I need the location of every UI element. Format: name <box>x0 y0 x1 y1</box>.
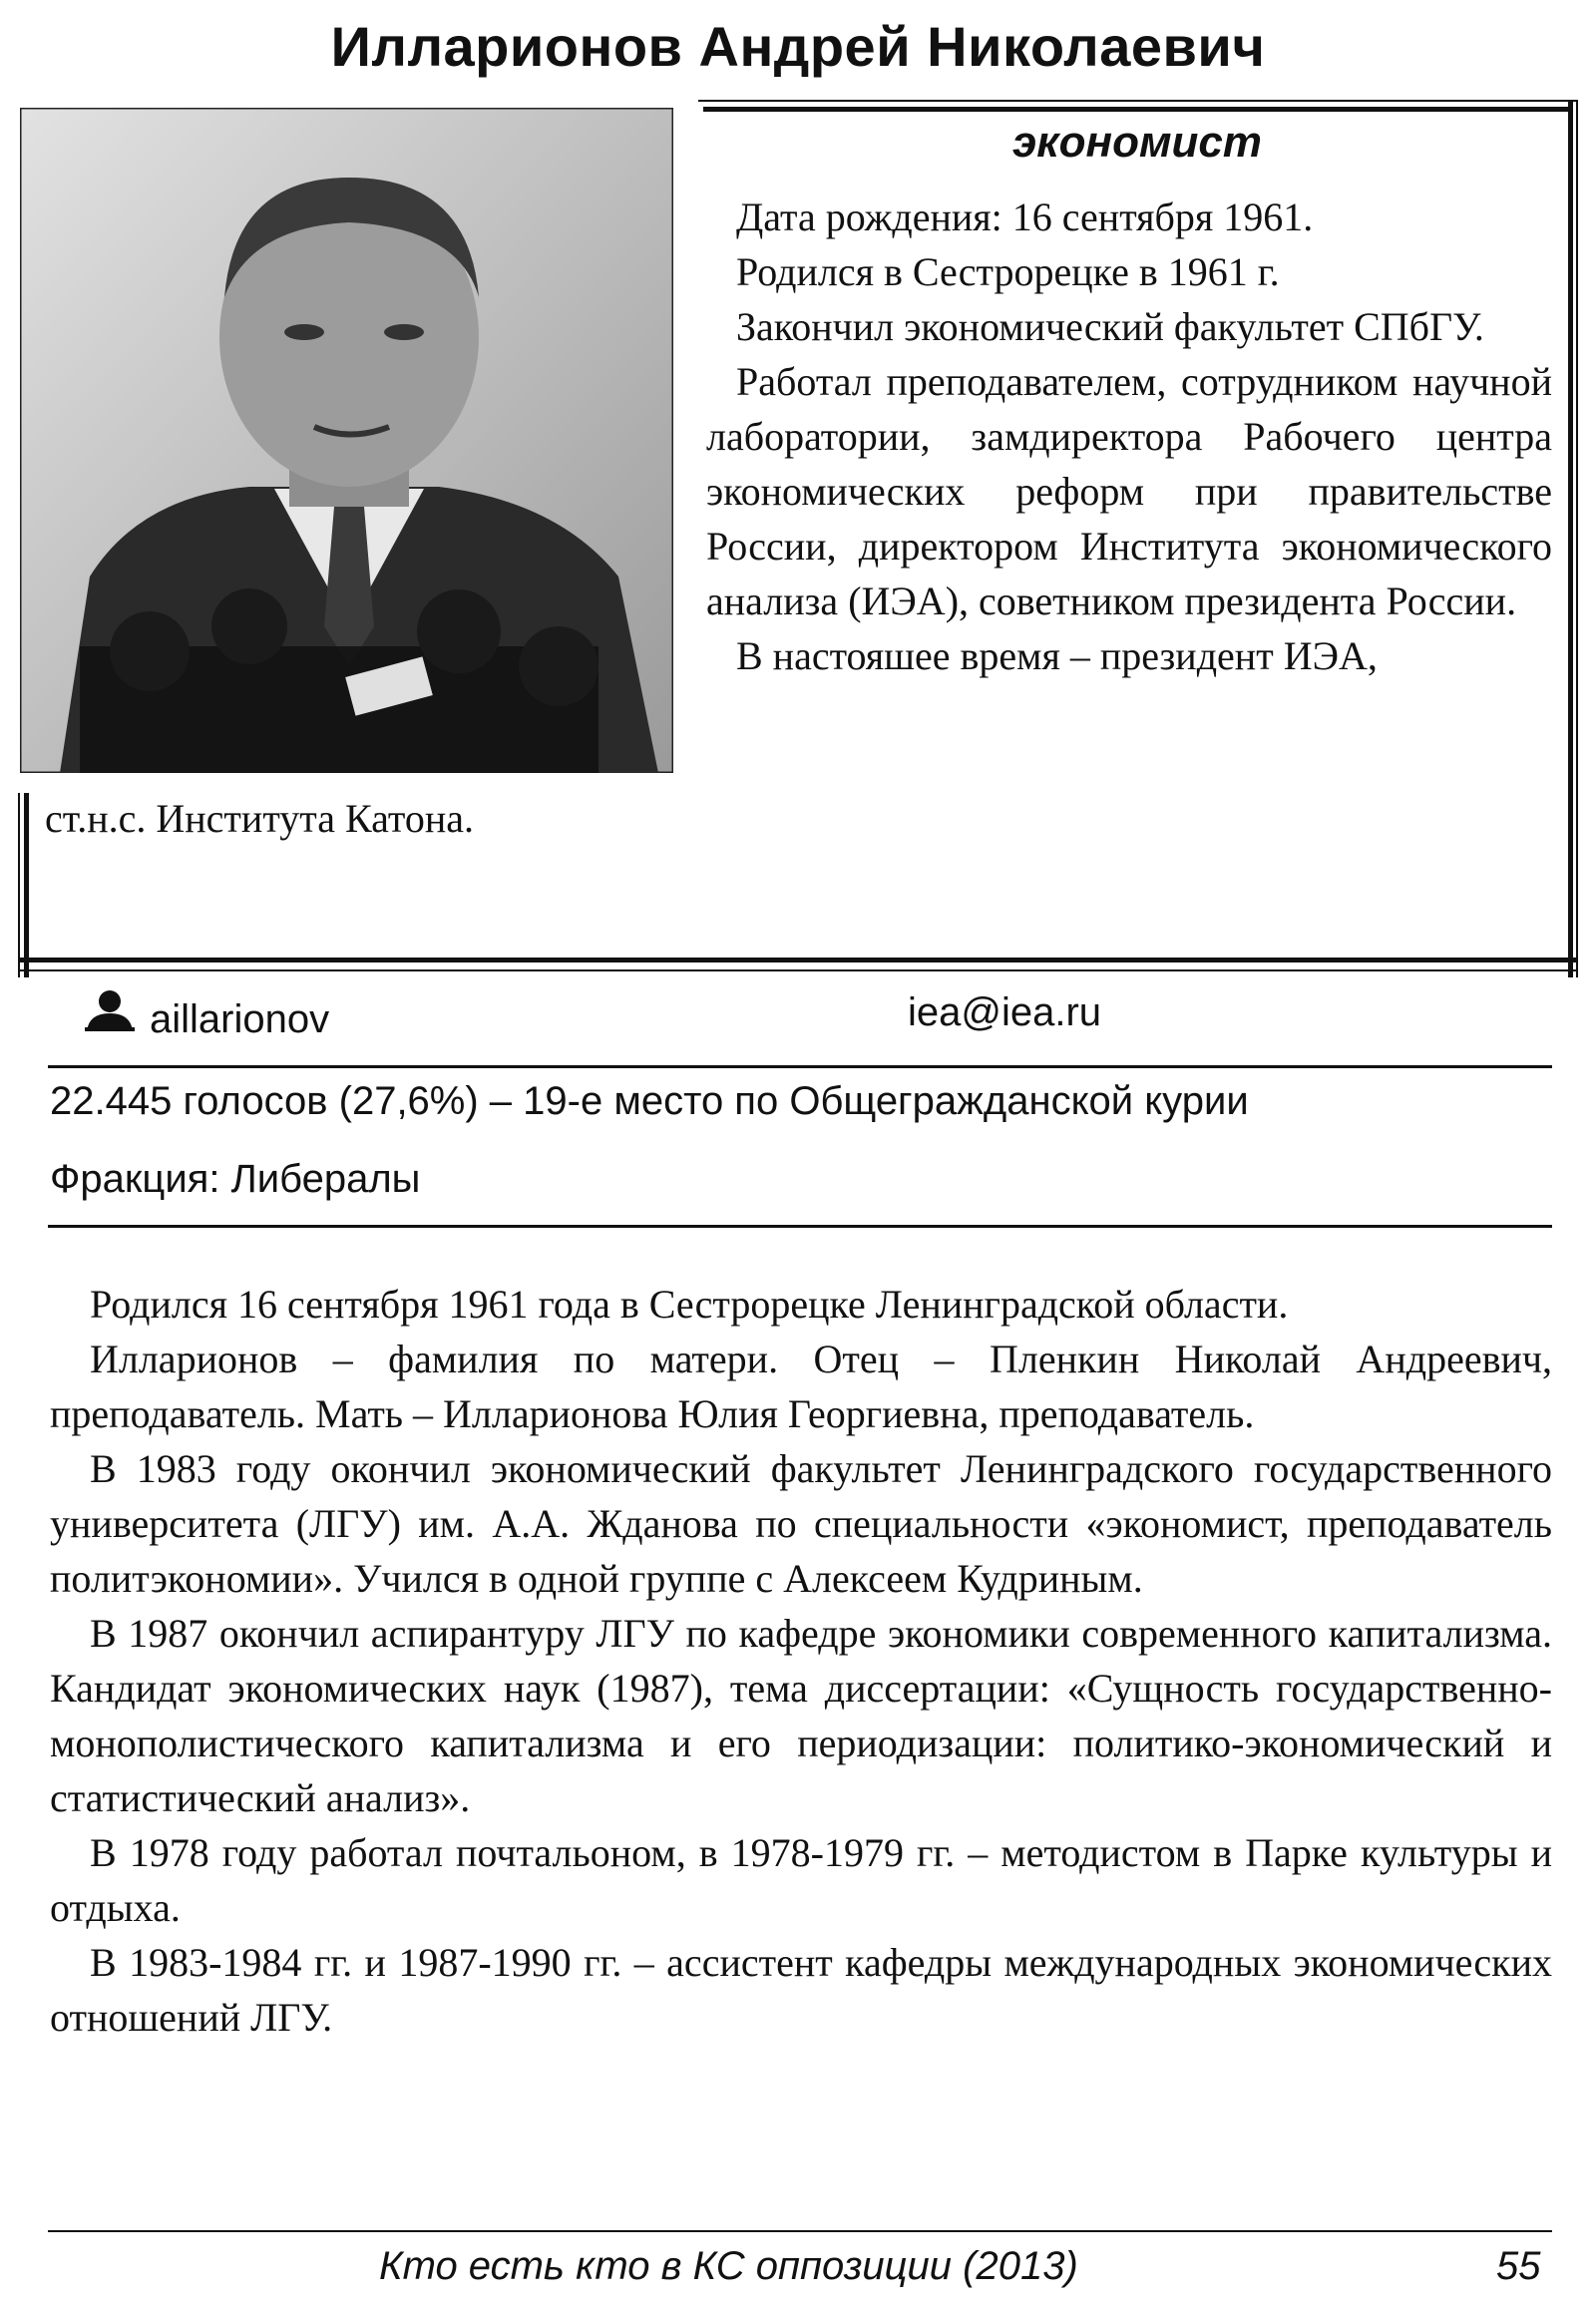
paragraph: В 1978 году работал почтальоном, в 1978-1979 гг. – методистом в Парке культуры и отдыха. <box>50 1830 1552 1930</box>
footer-divider <box>48 2230 1552 2232</box>
bio-line: Работал преподавателем, сотрудником научной лаборатории, замдиректора Рабочего центра экономических реформ при правительстве России, директором Института экономического анализа (ИЭА), советником президента России. <box>706 359 1552 623</box>
contact-email[interactable]: iea@iea.ru <box>908 990 1102 1034</box>
paragraph: Илларионов – фамилия по матери. Отец – Пленкин Николай Андреевич, преподаватель. Мать – Илларионова Юлия Георгиевна, преподаватель. <box>50 1337 1552 1436</box>
frame-border-right <box>1576 100 1578 977</box>
paragraph: Родился 16 сентября 1961 года в Сестрорецке Ленинградской области. <box>90 1282 1289 1327</box>
bio-line: Закончил экономический факультет СПбГУ. <box>736 304 1484 349</box>
frame-border-bottom <box>18 969 1578 971</box>
bio-line: Родился в Сестрорецке в 1961 г. <box>736 249 1280 294</box>
frame-border-top-inner <box>703 107 1571 112</box>
vote-result: 22.445 голосов (27,6%) – 19-е место по Общегражданской курии <box>50 1079 1249 1123</box>
paragraph: В 1983 году окончил экономический факультет Ленинградского государственного университета (ЛГУ) им. А.А. Жданова по специальности «экономист, преподаватель политэкономии». Учился в одной группе с Алексеем Кудриным. <box>50 1446 1552 1601</box>
user-icon <box>85 987 135 1031</box>
portrait-photo <box>20 108 673 773</box>
paragraph: В 1987 окончил аспирантуру ЛГУ по кафедре экономики современного капитализма. Кандидат экономических наук (1987), тема диссертации: «Сущность государственно-монополистического капитализма и его периодизации: политико-экономический и статистический анализ». <box>50 1611 1552 1820</box>
footer-title: Кто есть кто в КС оппозиции (2013) <box>379 2244 1078 2288</box>
biography-text <box>50 1277 1552 2045</box>
bio-line: В настояшее время – президент ИЭА, <box>736 633 1378 678</box>
divider <box>48 1065 1552 1068</box>
frame-border-top <box>698 100 1576 102</box>
bio-line: Дата рождения: 16 сентября 1961. <box>736 194 1314 239</box>
bio-line-tail: ст.н.с. Института Катона. <box>45 796 474 841</box>
profession-label: экономист <box>1012 118 1262 167</box>
page-title: Илларионов Андрей Николаевич <box>330 15 1266 78</box>
frame-border-bottom-inner <box>18 958 1578 962</box>
contact-handle[interactable]: aillarionov <box>150 997 330 1041</box>
frame-border-left <box>18 793 20 977</box>
paragraph: В 1983-1984 гг. и 1987-1990 гг. – ассистент кафедры международных экономических отношений ЛГУ. <box>50 1940 1552 2040</box>
frame-border-right-inner <box>1568 100 1573 977</box>
page-number: 55 <box>1496 2244 1541 2288</box>
faction-label: Фракция: Либералы <box>50 1157 421 1201</box>
frame-border-left-inner <box>24 793 29 977</box>
bio-summary <box>706 190 1552 683</box>
divider <box>48 1225 1552 1228</box>
